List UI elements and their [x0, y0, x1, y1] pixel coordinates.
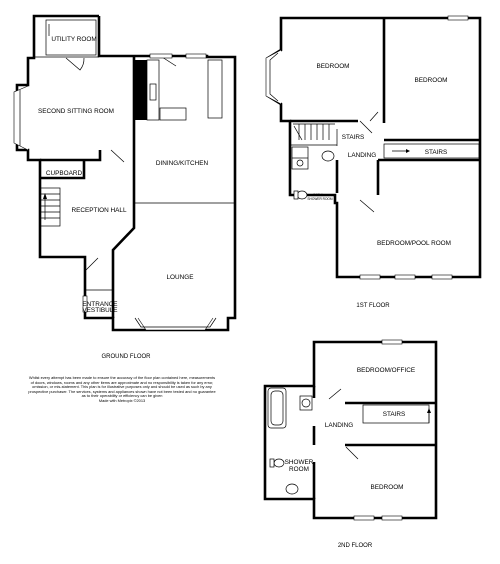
shower-room-label-line2: ROOM	[289, 466, 309, 473]
kitchen-window-a	[150, 54, 172, 58]
ground-floor-caption: GROUND FLOOR	[101, 354, 151, 360]
second-floor-stairs-label: STAIRS	[382, 411, 406, 418]
first-floor-stairs-right-label: STAIRS	[424, 149, 448, 156]
second-sitting-room-label: SECOND SITTING ROOM	[38, 108, 114, 115]
disclaimer-text	[2, 376, 242, 404]
bedroom-window-b	[382, 516, 402, 520]
hall-door-swing	[111, 150, 124, 162]
disclaimer-line: as to their operability or efficiency can be given	[81, 393, 163, 399]
kitchen-chimney-breast	[135, 60, 147, 120]
pool-room-window-c	[432, 275, 452, 279]
lounge-label: LOUNGE	[166, 274, 194, 281]
disclaimer-line: Made with Metropix ©2013	[98, 397, 146, 403]
first-floor-upper-stairs	[293, 124, 337, 146]
bedroom-window-a	[354, 516, 374, 520]
bath-shower-room-label-line2: SHOWER ROOM	[307, 197, 333, 201]
bedroom-door-swing	[346, 447, 358, 459]
first-floor-bedroom-left-label: BEDROOM	[316, 63, 350, 70]
sitting-room-bay-window	[14, 86, 28, 150]
bath-shower-room-label-line1: BATH/	[313, 193, 323, 197]
ground-floor-plan	[14, 16, 235, 360]
bedroom-left-door-swing	[360, 121, 372, 133]
disclaimer-line: prospective purchaser. The services, systems and appliances shown have not been tested and no guarantee	[28, 388, 216, 394]
bedroom-window	[448, 16, 468, 20]
kitchen-hob	[150, 84, 156, 100]
entrance-vestibule-label-line2: VESTIBULE	[82, 307, 118, 314]
toilet-icon	[297, 191, 307, 199]
ground-floor-stairs	[40, 188, 60, 226]
vestibule-door-swing	[86, 258, 98, 270]
lounge-bay-window	[138, 318, 213, 330]
lounge-door-swing	[124, 228, 134, 238]
first-floor-bedroom-right-label: BEDROOM	[414, 77, 448, 84]
sitting-room-wall	[40, 150, 100, 160]
disclaimer-line: Whilst every attempt has been made to ensure the accuracy of the floor plan contained here, measurements	[28, 375, 216, 380]
basin-icon	[322, 151, 334, 161]
bedroom-right-door-swing	[370, 112, 378, 121]
second-floor-bedroom-label: BEDROOM	[370, 484, 404, 491]
first-floor-plan	[266, 16, 480, 309]
disclaimer-line: of doors, windows, rooms and any other items are approximate and no responsibility is taken for any error,	[30, 379, 214, 385]
reception-hall-label: RECEPTION HALL	[71, 207, 127, 214]
dining-kitchen-label: DINING/KITCHEN	[155, 160, 209, 167]
bedroom-pool-room-label: BEDROOM/POOL ROOM	[377, 240, 451, 247]
second-floor-plan	[265, 340, 436, 549]
toilet-cistern	[294, 191, 298, 199]
bedroom-office-label: BEDROOM/OFFICE	[356, 367, 416, 374]
cupboard-label: CUPBOARD	[45, 170, 83, 177]
second-floor-caption: 2ND FLOOR	[337, 543, 373, 549]
bedroom-bay-window	[266, 50, 281, 104]
shower-room-basin-icon	[286, 484, 298, 494]
sitting-room-door-swing	[66, 58, 84, 70]
office-door-swing	[329, 389, 341, 399]
disclaimer-line: omission, or mis-statement. This plan is for illustrative purposes only and should be used as such by any	[32, 384, 212, 390]
first-floor-stairs-upper-label: STAIRS	[341, 134, 365, 141]
kitchen-window-b	[186, 54, 206, 58]
first-floor-landing-label: LANDING	[347, 152, 377, 159]
second-floor-toilet-icon	[274, 459, 284, 467]
kitchen-island	[160, 108, 186, 120]
office-window	[382, 340, 402, 344]
shower-room-label-line1: SHOWER	[284, 459, 314, 466]
kitchen-door-swing	[162, 57, 176, 66]
first-floor-caption: 1ST FLOOR	[356, 303, 390, 309]
pool-room-door-swing	[360, 200, 374, 212]
second-floor-landing-label: LANDING	[324, 422, 354, 429]
kitchen-units-right	[208, 60, 222, 118]
utility-room-label: UTILITY ROOM	[51, 36, 97, 43]
pool-room-window-a	[360, 275, 380, 279]
entrance-vestibule-label-line1: ENTRANCE	[82, 301, 118, 308]
second-floor-toilet-cistern	[270, 459, 274, 467]
pool-room-window-b	[395, 275, 415, 279]
